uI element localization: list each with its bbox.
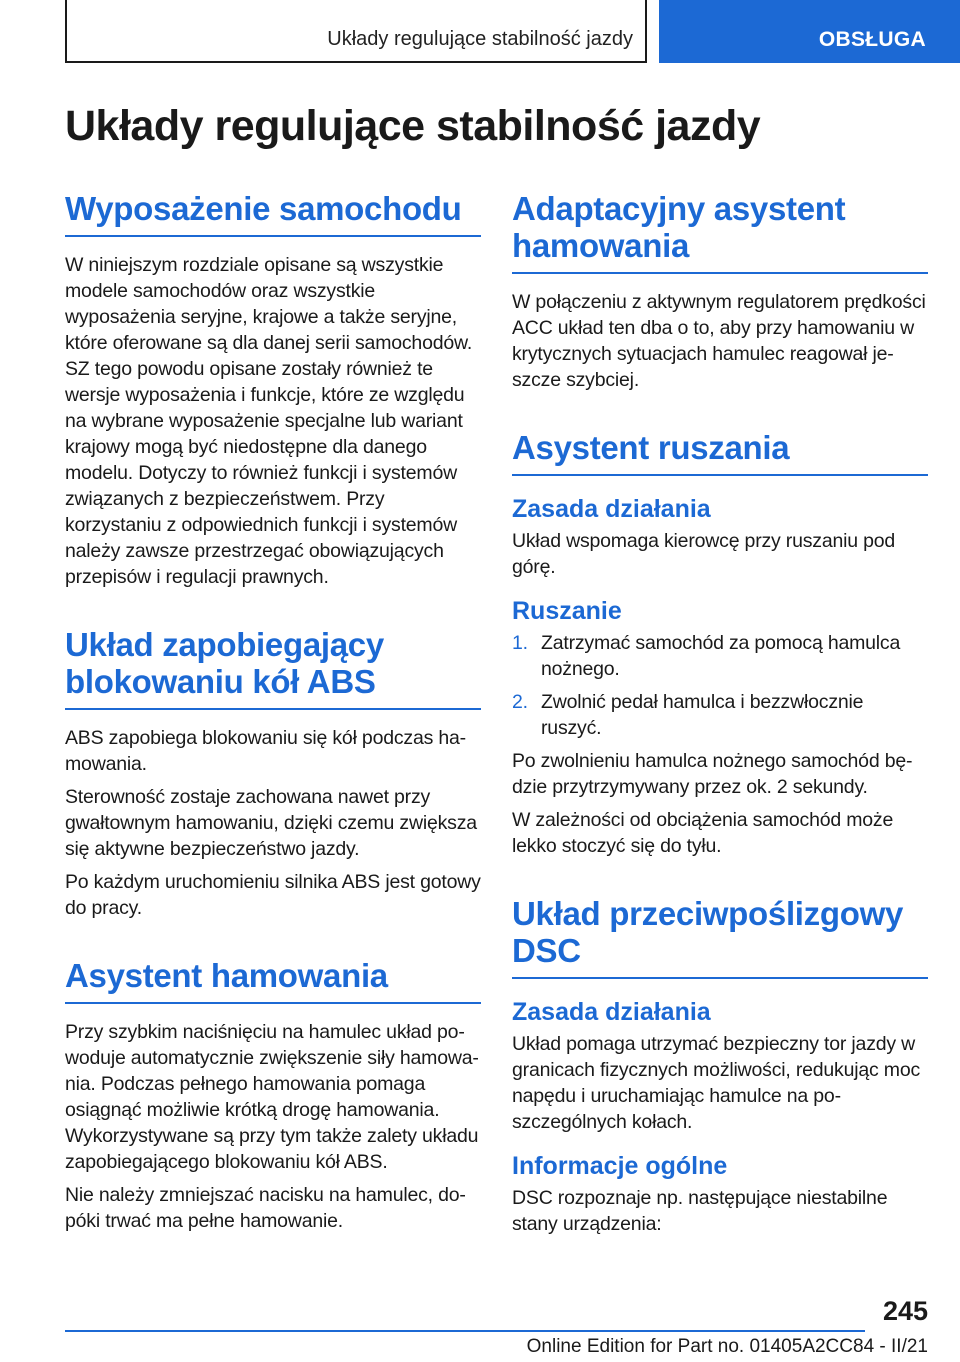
header-section-tab: [659, 0, 960, 63]
hill-hold-paragraph: Po zwolnieniu hamulca nożnego samochód będzie przytrzymywany przez ok. 2 sekundy.: [512, 750, 913, 798]
abs-paragraph-1: ABS zapobiega blokowaniu się kół podczas hamowania.: [65, 727, 467, 775]
starting-steps-list: [512, 630, 928, 741]
brake-assist-paragraph-2: Nie należy zmniejszać nacisku na hamulec, dopóki trwać ma pełne hamowanie.: [65, 1184, 466, 1232]
adaptive-brake-assist-paragraph: W połączeniu z aktywnym regulatorem prędkości ACC układ ten dba o to, aby przy hamowaniu w krytycznych sytuacjach hamulec reagował jeszcze szybciej.: [512, 291, 926, 391]
header-chapter-box: [65, 0, 647, 63]
list-item: [512, 630, 928, 682]
page-number: 245: [882, 1296, 928, 1326]
footer-divider: [65, 1330, 865, 1332]
subheading-hill-principle: Zasada działania: [512, 495, 711, 523]
equipment-paragraph: W niniejszym rozdziale opisane są wszystkie modele samochodów oraz wszystkie wyposażenia seryjne, krajowe a także seryjne, które oferowane są dla danej serii samochodów. SZ tego powodu opisane zostały również te wersje wyposażenia i funkcje, które ze względu na wybrane wyposażenie specjalne lub wariant krajowy mogą być niedostępne dla danego modelu. Dotyczy to również funkcji i systemów związanych z bezpieczeństwem. Przy korzystaniu z odpowiednich funkcji i systemów należy zawsze przestrzegać obowiązujących przepisów i regulacji prawnych.: [65, 254, 473, 588]
header-section-label: OBSŁUGA: [818, 28, 926, 51]
subheading-dsc-principle: Zasada działania: [512, 998, 711, 1026]
list-item: [512, 689, 928, 741]
subheading-starting: Ruszanie: [512, 597, 622, 625]
right-column: [512, 190, 928, 1237]
step-text: Zatrzymać samochód za pomocą hamulca nożnego.: [541, 632, 901, 680]
dsc-principle-paragraph: Układ pomaga utrzymać bezpieczny tor jazdy w granicach fizycznych możliwości, redukując moc napędu i uruchamiając hamulce na poszczególnych kołach.: [512, 1033, 921, 1133]
heading-hill-start-assist: Asystent ruszania: [512, 429, 928, 476]
heading-adaptive-brake-assist: Adaptacyjny asystent hamowania: [512, 190, 928, 274]
heading-dsc: Układ przeciwpoślizgowy DSC: [512, 895, 928, 979]
hill-principle-paragraph: Układ wspomaga kierowcę przy ruszaniu pod górę.: [512, 530, 896, 578]
heading-abs: Układ zapobiegający blokowaniu kół ABS: [65, 626, 481, 710]
footer-edition: Online Edition for Part no. 01405A2CC84 - II/21: [526, 1336, 928, 1357]
brake-assist-paragraph-1: Przy szybkim naciśnięciu na hamulec układ powoduje automatycznie zwiększenie siły hamowania. Podczas pełnego hamowania pomaga osiągnąć możliwie krótką drogę hamowania. Wykorzystywane są przy tym także zalety układu zapobiegającego blokowaniu kół ABS.: [65, 1021, 479, 1173]
general-info-paragraph: DSC rozpoznaje np. następujące niestabilne stany urządzenia:: [512, 1187, 888, 1235]
page-title: Układy regulujące stabilność jazdy: [65, 102, 761, 150]
step-text: Zwolnić pedał hamulca i bezzwłocznie ruszyć.: [541, 691, 864, 739]
subheading-general-info: Informacje ogólne: [512, 1152, 728, 1180]
step-number: 1.: [512, 632, 528, 654]
header-chapter-title: Układy regulujące stabilność jazdy: [327, 28, 633, 50]
hill-rollback-paragraph: W zależności od obciążenia samochód może lekko stoczyć się do tyłu.: [512, 809, 894, 857]
abs-paragraph-3: Po każdym uruchomieniu silnika ABS jest gotowy do pracy.: [65, 871, 481, 919]
abs-paragraph-2: Sterowność zostaje zachowana nawet przy gwałtownym hamowaniu, dzięki czemu zwiększa się aktywne bezpieczeństwo jazdy.: [65, 786, 477, 860]
heading-brake-assist: Asystent hamowania: [65, 957, 481, 1004]
heading-equipment: Wyposażenie samochodu: [65, 190, 481, 237]
step-number: 2.: [512, 691, 528, 713]
left-column: [65, 190, 481, 1234]
